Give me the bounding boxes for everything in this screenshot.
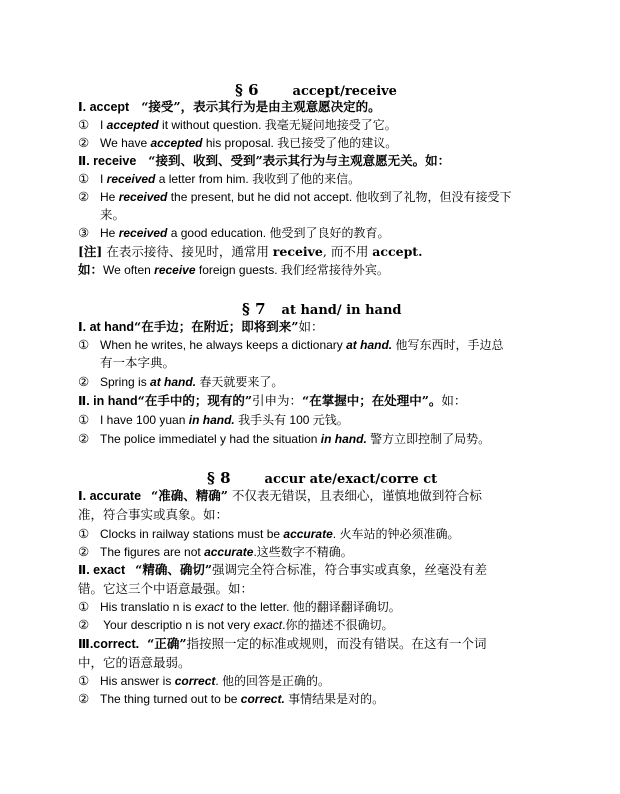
sense-heading: Ⅱ. exact “精确、确切”强调完全符合标准，符合事实或真象，丝毫没有差 (78, 562, 488, 577)
sense-heading: Ⅰ. accept “接受”，表示其行为是由主观意愿决定的。 (78, 99, 381, 114)
sense-heading: Ⅲ.correct. “正确”指按照一定的标准或规则，而没有错误。在这有一个词 (78, 636, 487, 651)
section-number: § 7 (242, 300, 266, 318)
example-continuation: 有一本字典。 (100, 355, 176, 370)
sense-heading: Ⅱ. in hand“在手中的；现有的”引申为：“在掌握中；在处理中”。如： (78, 393, 467, 408)
example-continuation: 来。 (100, 207, 126, 222)
example-line: ③ He received a good education. 他受到了良好的教育。 (78, 225, 390, 240)
example-line: ① His answer is correct. 他的回答是正确的。 (78, 673, 331, 688)
example-line: 如：We often receive foreign guests. 我们经常接待外宾。 (78, 262, 389, 277)
example-line: ① Clocks in railway stations must be accurate. 火车站的钟必须准确。 (78, 526, 460, 541)
note-line: [注] 在表示接待、接见时，通常用 receive, 而不用 accept. (78, 244, 423, 259)
section-heading-6 (235, 81, 397, 99)
example-line: ② The thing turned out to be correct. 事情结果是对的。 (78, 691, 385, 706)
example-line: ① I accepted it without question. 我毫无疑问地接受了它。 (78, 117, 397, 132)
example-line: ② The police immediatel y had the situation in hand. 警方立即控制了局势。 (78, 431, 491, 446)
example-line: ② The figures are not accurate.这些数字不精确。 (78, 544, 353, 559)
sense-continuation: 准，符合事实或真象。如： (78, 507, 229, 522)
example-line: ① I received a letter from him. 我收到了他的来信。 (78, 171, 361, 186)
sense-heading: Ⅰ. at hand“在手边；在附近；即将到来”如： (78, 319, 324, 334)
section-title: at hand/ in hand (281, 303, 402, 318)
sense-heading: Ⅱ. receive “接到、收到、受到”表示其行为与主观意愿无关。如： (78, 153, 451, 168)
section-title: accept/receive (292, 84, 397, 99)
section-title: accur ate/exact/corre ct (264, 472, 438, 487)
sense-continuation: 中，它的语意最弱。 (78, 655, 191, 670)
section-number: § 8 (207, 469, 231, 487)
section-number: § 6 (235, 81, 259, 99)
example-line: ① I have 100 yuan in hand. 我手头有 100 元钱。 (78, 412, 349, 427)
sense-continuation: 错。它这三个中语意最强。如： (78, 581, 254, 596)
example-line: ① When he writes, he always keeps a dictionary at hand. 他写东西时，手边总 (78, 337, 504, 352)
example-line: ② Your descriptio n is not very exact.你的描述不很确切。 (78, 617, 394, 632)
example-line: ② Spring is at hand. 春天就要来了。 (78, 374, 284, 389)
section-heading-8 (207, 469, 437, 487)
example-line: ② We have accepted his proposal. 我已接受了他的建议。 (78, 135, 398, 150)
example-line: ① His translatio n is exact to the letter. 他的翻译翻译确切。 (78, 599, 401, 614)
section-heading-7 (242, 300, 402, 318)
sense-heading: Ⅰ. accurate “准确、精确” 不仅表无错误，且表细心，谨慎地做到符合标 (78, 488, 482, 503)
example-line: ② He received the present, but he did not accept. 他收到了礼物，但没有接受下 (78, 189, 512, 204)
